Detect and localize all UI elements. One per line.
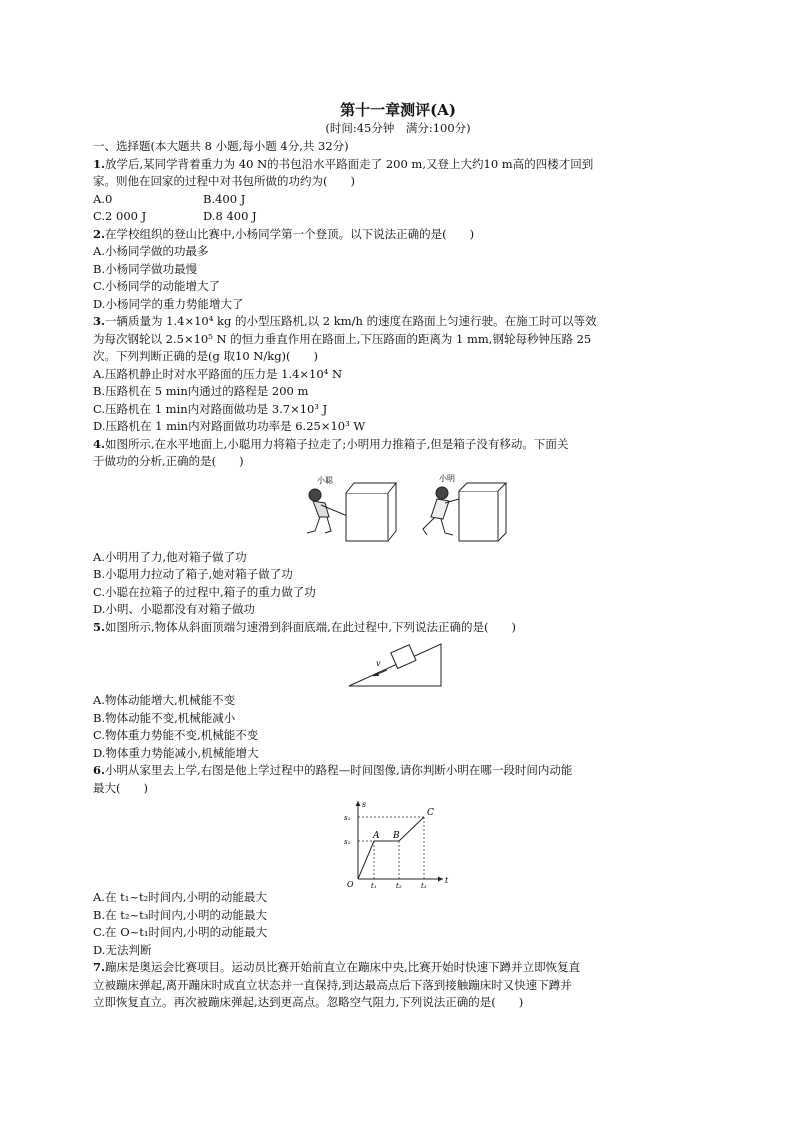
q1-stem-line1: 1.放学后,某同学背着重力为 40 N的书包沿水平路面走了 200 m,又登上大约10 m高的四楼才回到 — [93, 156, 594, 171]
q5-option-c: C.物体重力势能不变,机械能不变 — [93, 728, 259, 742]
q5-stem: 5.如图所示,物体从斜面顶端匀速滑到斜面底端,在此过程中,下列说法正确的是( ) — [93, 619, 516, 634]
box-left — [346, 483, 396, 541]
girl-pulling-figure — [307, 489, 345, 533]
q2-option-b: B.小杨同学做功最慢 — [93, 261, 198, 276]
q7-stem-line1: 7.蹦床是奥运会比赛项目。运动员比赛开始前直立在蹦床中央,比赛开始时快速下蹲并立即恢复直 — [93, 960, 581, 974]
q4-option-d: D.小明、小聪都没有对箱子做功 — [93, 602, 255, 616]
point-b-label: B — [393, 831, 400, 841]
q6-option-d: D.无法判断 — [93, 942, 152, 957]
q2-option-c: C.小杨同学的动能增大了 — [93, 279, 221, 293]
point-c-label: C — [427, 808, 434, 818]
x-axis-arrow — [438, 877, 443, 882]
q6-graph-svg — [93, 797, 703, 889]
q3-option-b: B.压路机在 5 min内通过的路程是 200 m — [93, 384, 309, 398]
q1-stem-line2: 家。则他在回家的过程中对书包所做的功约为( ) — [93, 174, 355, 188]
q2-stem: 2.在学校组织的登山比赛中,小杨同学第一个登顶。以下说法正确的是( ) — [93, 226, 475, 241]
box-right — [459, 483, 506, 541]
q7-stem-line2: 立被蹦床弹起,离开蹦床时成直立状态并一直保持,到达最高点后下落到接触蹦床时又快速下蹲并 — [93, 977, 572, 992]
x-axis-label: t — [445, 876, 449, 885]
y-tick-s1: s₁ — [344, 838, 351, 846]
q4-label-left: 小聪 — [317, 475, 333, 485]
q3-stem-line2: 为每次钢轮以 2.5×10⁵ N 的恒力垂直作用在路面上,下压路面的距离为 1 mm,钢轮每秒钟压路 25 — [93, 331, 592, 346]
q4-figure-svg — [93, 471, 703, 549]
q4-stem-line1: 4.如图所示,在水平地面上,小聪用力将箱子拉走了;小明用力推箱子,但是箱子没有移动。下面关 — [93, 436, 569, 451]
q5-option-a: A.物体动能增大,机械能不变 — [93, 693, 236, 707]
y-axis-arrow — [356, 801, 361, 806]
q3-stem-line1: 3.一辆质量为 1.4×10⁴ kg 的小型压路机,以 2 km/h 的速度在路面上匀速行驶。在施工时可以等效 — [93, 314, 597, 328]
q1-option-b: B.400 J — [203, 191, 246, 206]
q6-stem-line2: 最大( ) — [93, 780, 148, 795]
origin-label: O — [347, 880, 354, 889]
x-tick-t2: t₂ — [396, 882, 402, 889]
q6-option-a: A.在 t₁~t₂时间内,小明的动能最大 — [93, 890, 267, 904]
distance-time-line — [358, 817, 424, 879]
section-heading: 一、选择题(本大题共 8 小题,每小题 4分,共 32分) — [93, 139, 349, 153]
q6-option-b: B.在 t₂~t₃时间内,小明的动能最大 — [93, 907, 268, 922]
x-tick-t1: t₁ — [371, 882, 377, 889]
q1-options-row1 — [93, 191, 703, 209]
y-axis-label: s — [362, 800, 367, 809]
x-tick-t3: t₃ — [421, 882, 427, 889]
q4-option-c: C.小聪在拉箱子的过程中,箱子的重力做了功 — [93, 584, 316, 599]
q3-stem-line3: 次。下列判断正确的是(g 取10 N/kg)( ) — [93, 349, 319, 363]
q3-option-d: D.压路机在 1 min内对路面做功功率是 6.25×10³ W — [93, 419, 366, 433]
q2-option-a: A.小杨同学做的功最多 — [93, 244, 209, 258]
q6-option-c: C.在 O~t₁时间内,小明的动能最大 — [93, 925, 268, 939]
q2-option-d: D.小杨同学的重力势能增大了 — [93, 296, 244, 311]
exam-page — [93, 100, 703, 1012]
velocity-label: v — [376, 659, 381, 668]
q3-option-a: A.压路机静止时对水平路面的压力是 1.4×10⁴ N — [93, 366, 343, 381]
q4-option-b: B.小聪用力拉动了箱子,她对箱子做了功 — [93, 567, 293, 581]
q1-option-a: A.0 — [93, 191, 113, 206]
q4-option-a: A.小明用了力,他对箱子做了功 — [93, 549, 247, 564]
q1-options-row2 — [93, 208, 703, 226]
q6-figure — [93, 797, 703, 889]
q4-label-right: 小明 — [439, 473, 455, 483]
velocity-arrowhead — [373, 672, 379, 676]
q3-option-c: C.压路机在 1 min内对路面做功是 3.7×10³ J — [93, 401, 328, 416]
q5-figure — [93, 636, 703, 692]
q1-option-d: D.8 400 J — [203, 209, 257, 223]
q6-stem-line1: 6.小明从家里去上学,右图是他上学过程中的路程—时间图像,请你判断小明在哪一段时间内动能 — [93, 763, 573, 777]
q5-incline-svg — [93, 636, 703, 692]
q5-option-b: B.物体动能不变,机械能减小 — [93, 710, 236, 725]
q1-option-c: C.2 000 J — [93, 209, 147, 223]
y-tick-s2: s₂ — [344, 814, 351, 822]
q7-stem-line3: 立即恢复直立。再次被蹦床弹起,达到更高点。忽略空气阻力,下列说法正确的是( ) — [93, 995, 524, 1009]
q4-stem-line2: 于做功的分析,正确的是( ) — [93, 454, 244, 468]
boy-pushing-figure — [423, 487, 459, 535]
q4-figure — [93, 471, 703, 549]
q5-option-d: D.物体重力势能减小,机械能增大 — [93, 745, 259, 760]
page-title: 第十一章测评(A) — [340, 101, 456, 119]
page-subtitle: (时间:45分钟 满分:100分) — [325, 121, 471, 135]
point-a-label: A — [373, 831, 380, 841]
incline-triangle — [349, 644, 441, 686]
